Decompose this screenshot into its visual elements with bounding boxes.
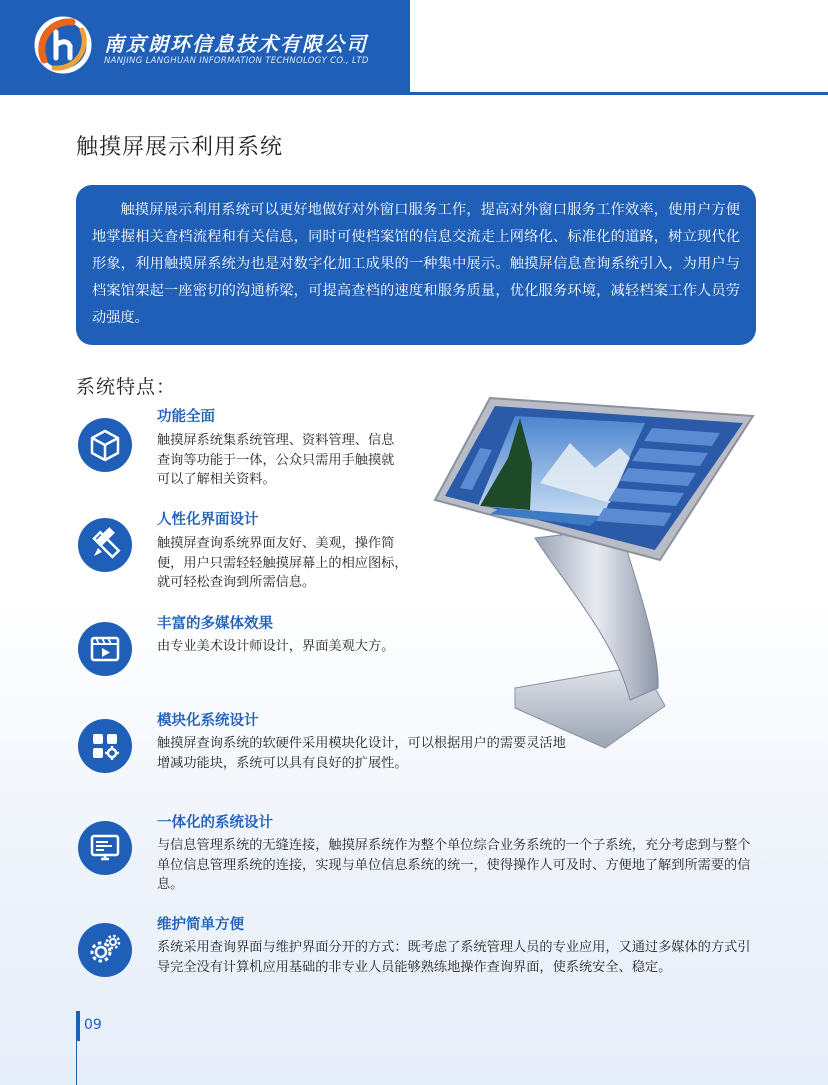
feature-title: 模块化系统设计 <box>157 713 259 729</box>
feature-title: 一体化的系统设计 <box>157 815 273 831</box>
feature-title: 功能全面 <box>157 409 215 425</box>
feature-title: 人性化界面设计 <box>157 512 259 528</box>
feature-title: 丰富的多媒体效果 <box>157 616 273 632</box>
page-number-line <box>76 1041 77 1085</box>
page-number-marker <box>76 1011 80 1041</box>
feature-description: 系统采用查询界面与维护界面分开的方式：既考虑了系统管理人员的专业应用，又通过多媒体的方式引导完全没有计算机应用基础的非专业人员能够熟练地操作查询界面，使系统安全、稳定。 <box>157 940 751 975</box>
cube-icon <box>78 418 132 472</box>
company-name-cn: 南京朗环信息技术有限公司 <box>104 32 368 56</box>
page-title: 触摸屏展示利用系统 <box>76 135 284 160</box>
feature-description: 由专业美术设计师设计，界面美观大方。 <box>157 639 395 654</box>
feature-title: 维护简单方便 <box>157 917 244 933</box>
pencil-ruler-icon <box>78 518 132 572</box>
header-divider <box>0 92 828 95</box>
feature-description: 触摸屏查询系统界面友好、美观，操作简便，用户只需轻轻触摸屏幕上的相应图标，就可轻松查询到所需信息。 <box>157 536 408 590</box>
intro-paragraph: 触摸屏展示利用系统可以更好地做好对外窗口服务工作，提高对外窗口服务工作效率，使用户方便地掌握相关查档流程和有关信息，同时可使档案馆的信息交流走上网络化、标准化的道路，树立现代化形象，利用触摸屏系统为也是对数字化加工成果的一种集中展示。触摸屏信息查询系统引入，为用户与档案馆架起一座密切的沟通桥梁，可提高查档的速度和服务质量，优化服务环境，减轻档案工作人员劳动强度。 <box>76 185 756 345</box>
touchscreen-kiosk-image <box>420 388 760 758</box>
page-number: 09 <box>84 1017 102 1033</box>
feature-description: 触摸屏查询系统的软硬件采用模块化设计，可以根据用户的需要灵活地增减功能块，系统可以具有良好的扩展性。 <box>157 736 566 771</box>
company-logo <box>30 12 96 78</box>
gears-icon <box>78 923 132 977</box>
company-name-en: NANJING LANGHUAN INFORMATION TECHNOLOGY CO., LTD <box>104 56 369 66</box>
features-heading: 系统特点： <box>76 376 177 398</box>
modules-icon <box>78 719 132 773</box>
video-icon <box>78 622 132 676</box>
monitor-icon <box>78 821 132 875</box>
feature-description: 与信息管理系统的无缝连接，触摸屏系统作为整个单位综合业务系统的一个子系统，充分考虑到与整个单位信息管理系统的连接，实现与单位信息系统的统一，使得操作人可及时、方便地了解到所需要的信息。 <box>157 838 751 892</box>
feature-description: 触摸屏系统集系统管理、资料管理、信息查询等功能于一体，公众只需用手触摸就可以了解相关资料。 <box>157 433 395 487</box>
